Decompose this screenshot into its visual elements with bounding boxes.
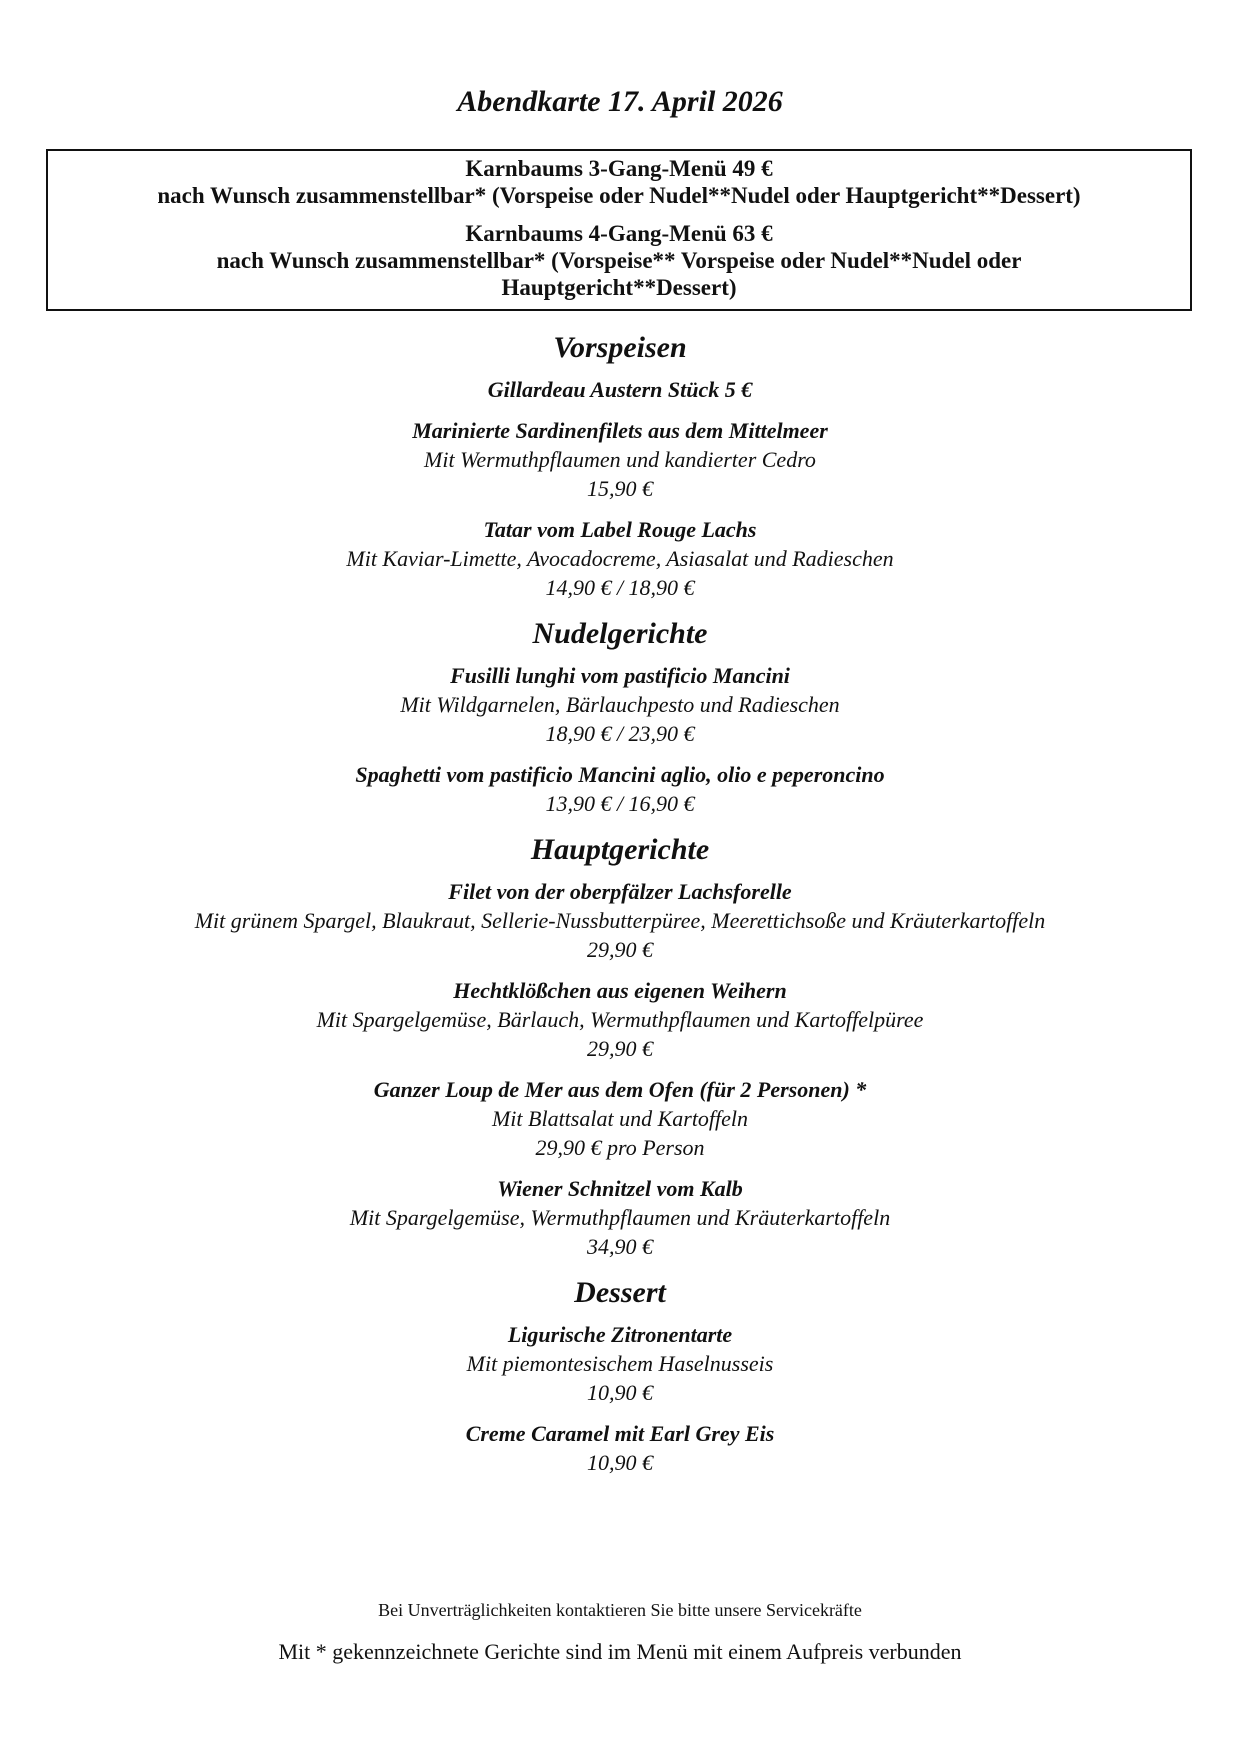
set-menu-headline: Karnbaums 3-Gang-Menü 49 €: [465, 156, 773, 181]
dish-item: [0, 760, 1240, 818]
section-title: Nudelgerichte: [532, 617, 708, 650]
dish-description: Mit grünem Spargel, Blaukraut, Sellerie-Nussbutterpüree, Meerettichsoße und Kräuterkartoffeln: [194, 908, 1046, 933]
section-dessert: [0, 1273, 1240, 1477]
set-menu-description: nach Wunsch zusammenstellbar* (Vorspeise oder Nudel**Nudel oder Hauptgericht**Dessert): [157, 183, 1081, 208]
dish-name: Ganzer Loup de Mer aus dem Ofen (für 2 Personen) *: [373, 1077, 867, 1102]
section-title: Hauptgerichte: [530, 833, 710, 866]
dish-description: Mit Blattsalat und Kartoffeln: [491, 1106, 749, 1131]
dish-price: 14,90 € / 18,90 €: [545, 575, 695, 600]
dish-price: 10,90 €: [587, 1450, 653, 1475]
dish-price: 13,90 € / 16,90 €: [545, 791, 695, 816]
dish-item: [0, 976, 1240, 1063]
dish-price: 29,90 €: [587, 1036, 653, 1061]
dish-item: [0, 1075, 1240, 1162]
section-title: Vorspeisen: [553, 331, 687, 364]
page-title: Abendkarte 17. April 2026: [457, 85, 783, 118]
menu-content: [0, 328, 1240, 1489]
dish-price: 29,90 €: [587, 937, 653, 962]
set-menu-4-gang: [48, 220, 1190, 301]
dish-description: Mit piemontesischem Haselnusseis: [466, 1351, 774, 1376]
surcharge-note: Mit * gekennzeichnete Gerichte sind im Menü mit einem Aufpreis verbunden: [278, 1639, 962, 1664]
section-title: Dessert: [574, 1276, 666, 1309]
dish-item: [0, 1174, 1240, 1261]
dish-name: Spaghetti vom pastificio Mancini aglio, olio e peperoncino: [355, 762, 885, 787]
dish-description: Mit Spargelgemüse, Bärlauch, Wermuthpflaumen und Kartoffelpüree: [316, 1007, 924, 1032]
dish-description: Mit Kaviar-Limette, Avocadocreme, Asiasalat und Radieschen: [346, 546, 894, 571]
dish-price: 29,90 € pro Person: [535, 1135, 705, 1160]
dish-name: Gillardeau Austern Stück 5 €: [487, 377, 753, 402]
set-menu-3-gang: [48, 155, 1190, 209]
dish-name: Wiener Schnitzel vom Kalb: [497, 1176, 743, 1201]
dish-item: [0, 1419, 1240, 1477]
dish-item: [0, 661, 1240, 748]
set-menu-box: [46, 149, 1192, 311]
dish-description: Mit Spargelgemüse, Wermuthpflaumen und Kräuterkartoffeln: [349, 1205, 891, 1230]
dish-name: Marinierte Sardinenfilets aus dem Mittelmeer: [412, 418, 828, 443]
dish-item: [0, 1320, 1240, 1407]
dish-name: Ligurische Zitronentarte: [507, 1322, 733, 1347]
dish-name: Filet von der oberpfälzer Lachsforelle: [448, 879, 792, 904]
dish-price: 15,90 €: [587, 476, 653, 501]
dish-price: 10,90 €: [587, 1380, 653, 1405]
dish-item: [0, 375, 1240, 404]
dish-name: Tatar vom Label Rouge Lachs: [483, 517, 757, 542]
set-menu-description: nach Wunsch zusammenstellbar* (Vorspeise** Vorspeise oder Nudel**Nudel oder Hauptgericht**Dessert): [216, 248, 1022, 300]
dish-item: [0, 515, 1240, 602]
dish-name: Creme Caramel mit Earl Grey Eis: [465, 1421, 775, 1446]
set-menu-headline: Karnbaums 4-Gang-Menü 63 €: [465, 221, 773, 246]
dish-price: 18,90 € / 23,90 €: [545, 721, 695, 746]
dish-description: Mit Wildgarnelen, Bärlauchpesto und Radieschen: [400, 692, 840, 717]
dish-item: [0, 877, 1240, 964]
section-vorspeisen: [0, 328, 1240, 602]
section-hauptgerichte: [0, 830, 1240, 1261]
allergy-note: Bei Unverträglichkeiten kontaktieren Sie bitte unsere Servicekräfte: [378, 1600, 862, 1620]
dish-item: [0, 416, 1240, 503]
dish-price: 34,90 €: [587, 1234, 653, 1259]
dish-name: Hechtklößchen aus eigenen Weihern: [453, 978, 787, 1003]
dish-description: Mit Wermuthpflaumen und kandierter Cedro: [424, 447, 816, 472]
section-nudelgerichte: [0, 614, 1240, 818]
dish-name: Fusilli lunghi vom pastificio Mancini: [450, 663, 790, 688]
